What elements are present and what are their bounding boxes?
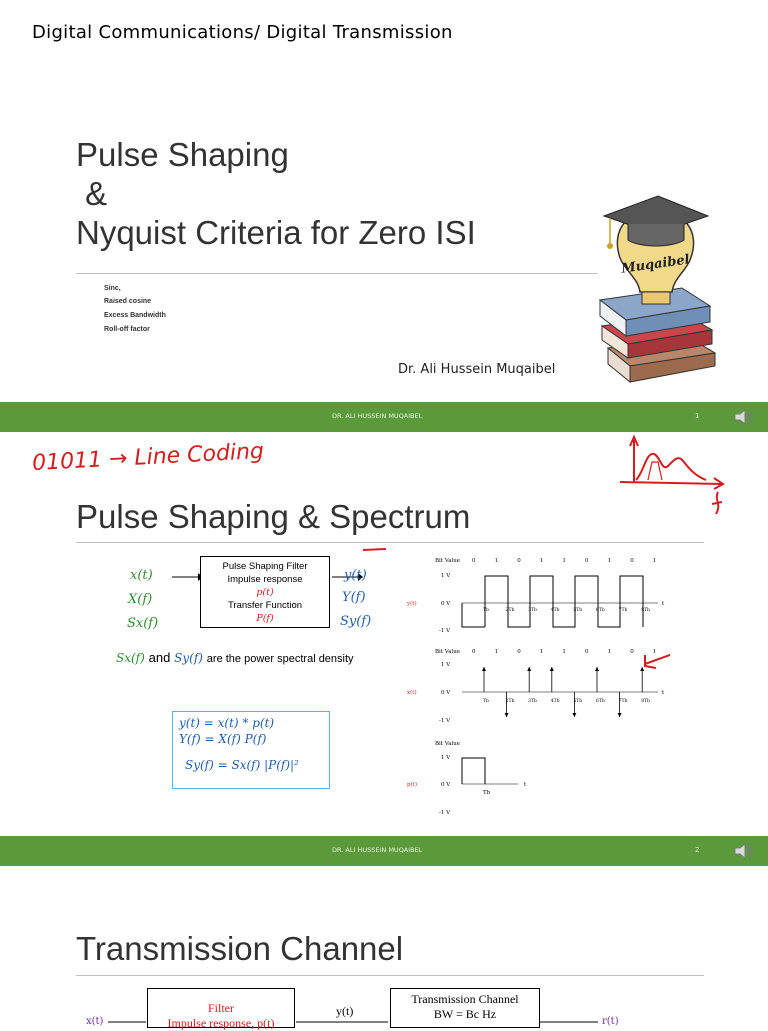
input-Xf: X(f) bbox=[128, 592, 153, 607]
bit-label: 1 bbox=[652, 649, 657, 655]
p-tick-label: Tb bbox=[483, 790, 491, 796]
slide2-title: Pulse Shaping & Spectrum bbox=[76, 498, 471, 535]
logo-text: Muqaibel bbox=[620, 252, 691, 277]
topic-item: Excess Bandwidth bbox=[104, 312, 166, 319]
level-1v: 1 V bbox=[441, 573, 451, 579]
waveform-y bbox=[406, 558, 665, 634]
t-axis-label: t bbox=[524, 782, 527, 788]
slide3-divider bbox=[76, 975, 704, 976]
psd-text: are the power spectral density bbox=[206, 653, 354, 665]
level-0v: 0 V bbox=[441, 782, 451, 788]
bit-label: 1 bbox=[652, 558, 657, 564]
psd-and: and bbox=[148, 650, 171, 665]
psd-sy: Sy(f) bbox=[174, 651, 203, 665]
slide1-footer bbox=[0, 402, 768, 432]
page-number: 1 bbox=[695, 412, 700, 420]
bit-label: 1 bbox=[607, 558, 612, 564]
psd-statement bbox=[116, 650, 354, 665]
bit-label: 1 bbox=[607, 649, 612, 655]
bit-label: 1 bbox=[494, 649, 499, 655]
waveform-x bbox=[407, 649, 665, 724]
slide3-input-arrow bbox=[108, 1014, 148, 1026]
impulse-head bbox=[595, 667, 599, 671]
level-0v: 0 V bbox=[441, 601, 451, 607]
document-title: Digital Communications/ Digital Transmission bbox=[32, 22, 453, 43]
handwritten-spectrum-sketch bbox=[610, 432, 740, 522]
time-tick-label: 5Tb bbox=[573, 699, 583, 704]
equation-convolution: y(t) = x(t) * p(t) bbox=[179, 716, 275, 730]
bit-label: 0 bbox=[517, 649, 521, 655]
bit-label: 1 bbox=[494, 558, 499, 564]
impulse-head bbox=[527, 667, 531, 671]
footer-text: DR. ALI HUSSEIN MUQAIBEL bbox=[332, 412, 423, 420]
speaker-icon[interactable] bbox=[733, 408, 755, 426]
signal-label-x: x(t) bbox=[407, 690, 417, 696]
equation-box bbox=[172, 711, 330, 789]
bit-value-label: Bit Value bbox=[435, 741, 461, 747]
topic-item: Raised cosine bbox=[104, 298, 152, 305]
waveform-p bbox=[407, 741, 527, 816]
bit-label: 0 bbox=[585, 649, 589, 655]
time-tick-label: 2Tb bbox=[505, 608, 515, 613]
slide3-mid-arrow bbox=[296, 1014, 392, 1026]
output-Yf: Y(f) bbox=[342, 590, 366, 605]
bit-label: 1 bbox=[539, 649, 544, 655]
level-neg1v: -1 V bbox=[439, 810, 451, 816]
time-tick-label: Tb bbox=[483, 699, 489, 704]
time-tick-label: 6Tb bbox=[596, 699, 605, 704]
output-yt: y(t) bbox=[344, 568, 367, 583]
psd-sx: Sx(f) bbox=[116, 651, 145, 665]
level-neg1v: -1 V bbox=[439, 718, 451, 724]
time-tick-label: 5Tb bbox=[573, 608, 583, 613]
equation-psd: Sy(f) = Sx(f) |P(f)|² bbox=[185, 758, 299, 772]
bit-label: 1 bbox=[539, 558, 544, 564]
bit-label: 0 bbox=[472, 558, 476, 564]
bit-value-label: Bit Value bbox=[435, 649, 461, 655]
output-Syf: Sy(f) bbox=[340, 614, 372, 629]
time-tick-label: 3Tb bbox=[528, 699, 537, 704]
slide3-filter-line2: Impulse response, p(t) bbox=[167, 1016, 275, 1030]
bit-label: 0 bbox=[472, 649, 476, 655]
time-tick-label: 3Tb bbox=[528, 608, 537, 613]
filter-line5: P(f) bbox=[256, 613, 274, 624]
input-Sxf: Sx(f) bbox=[127, 616, 159, 631]
time-tick-label: 4Tb bbox=[550, 608, 560, 613]
input-xt: x(t) bbox=[130, 568, 153, 583]
filter-line2: Impulse response bbox=[227, 574, 303, 585]
time-tick-label: 4Tb bbox=[550, 699, 560, 704]
filter-line1: Pulse Shaping Filter bbox=[222, 561, 308, 572]
filter-line3: p(t) bbox=[256, 587, 274, 598]
slide3-channel-line1: Transmission Channel bbox=[411, 992, 519, 1006]
level-1v: 1 V bbox=[441, 662, 451, 668]
bit-label: 0 bbox=[630, 558, 634, 564]
handwritten-dash bbox=[360, 544, 390, 554]
slide1-title-line2: & bbox=[76, 175, 108, 212]
slide3-filter-line1: Filter bbox=[208, 1001, 234, 1015]
impulse-head bbox=[550, 667, 554, 671]
slide1-title-line3: Nyquist Criteria for Zero ISI bbox=[76, 214, 476, 251]
equation-product: Y(f) = X(f) P(f) bbox=[179, 732, 267, 746]
slide2-footer bbox=[0, 836, 768, 866]
speaker-icon[interactable] bbox=[733, 842, 755, 860]
slide3-channel-line2: BW = Bc Hz bbox=[433, 1007, 497, 1021]
page-number: 2 bbox=[695, 846, 700, 854]
bit-value-label: Bit Value bbox=[435, 558, 461, 564]
level-0v: 0 V bbox=[441, 690, 451, 696]
bit-label: 1 bbox=[562, 558, 566, 564]
slide3-title: Transmission Channel bbox=[76, 930, 404, 967]
slide1-divider bbox=[76, 273, 598, 274]
topic-item: Roll-off factor bbox=[104, 326, 150, 333]
level-1v: 1 V bbox=[441, 755, 451, 761]
time-tick-label: 7Tb bbox=[618, 699, 628, 704]
slide3-output-arrow bbox=[540, 1014, 600, 1026]
time-tick-label: 6Tb bbox=[596, 608, 605, 613]
input-arrow bbox=[170, 570, 204, 584]
filter-line4: Transfer Function bbox=[227, 600, 303, 611]
muqaibel-logo bbox=[590, 188, 720, 388]
signal-label-p: p(t) bbox=[407, 782, 418, 788]
handwritten-note: 01011 → Line Coding bbox=[31, 438, 265, 477]
slide2-divider bbox=[76, 542, 704, 543]
slide3-output: r(t) bbox=[602, 1016, 619, 1027]
t-axis-label: t bbox=[662, 690, 665, 696]
waveform-plots bbox=[400, 552, 670, 824]
level-neg1v: -1 V bbox=[439, 628, 451, 634]
time-tick-label: 7Tb bbox=[618, 608, 628, 613]
author-name: Dr. Ali Hussein Muqaibel bbox=[398, 362, 556, 377]
bit-label: 1 bbox=[562, 649, 566, 655]
t-axis-label: t bbox=[662, 601, 665, 607]
slide3-channel-block bbox=[390, 988, 540, 1028]
time-tick-label: 8Tb bbox=[641, 608, 650, 613]
signal-label-y: y(t) bbox=[407, 601, 417, 607]
time-tick-label: 2Tb bbox=[505, 699, 515, 704]
bit-label: 0 bbox=[585, 558, 589, 564]
slide3-mid-signal: y(t) bbox=[336, 1004, 354, 1018]
impulse-head bbox=[572, 713, 576, 717]
bit-label: 0 bbox=[517, 558, 521, 564]
slide3-filter-block bbox=[147, 988, 295, 1028]
bit-label: 0 bbox=[630, 649, 634, 655]
slide3-input: x(t) bbox=[86, 1016, 104, 1027]
time-tick-label: Tb bbox=[483, 608, 489, 613]
time-tick-label: 8Tb bbox=[641, 699, 650, 704]
topic-item: Sinc, bbox=[104, 285, 121, 292]
pulse-shaping-filter-block bbox=[200, 556, 330, 628]
footer-text: DR. ALI HUSSEIN MUQAIBEL bbox=[332, 846, 423, 854]
impulse-head bbox=[640, 667, 644, 671]
impulse-head bbox=[618, 713, 622, 717]
impulse-head bbox=[482, 667, 486, 671]
slide1-title-line1: Pulse Shaping bbox=[76, 136, 289, 173]
impulse-head bbox=[505, 713, 509, 717]
